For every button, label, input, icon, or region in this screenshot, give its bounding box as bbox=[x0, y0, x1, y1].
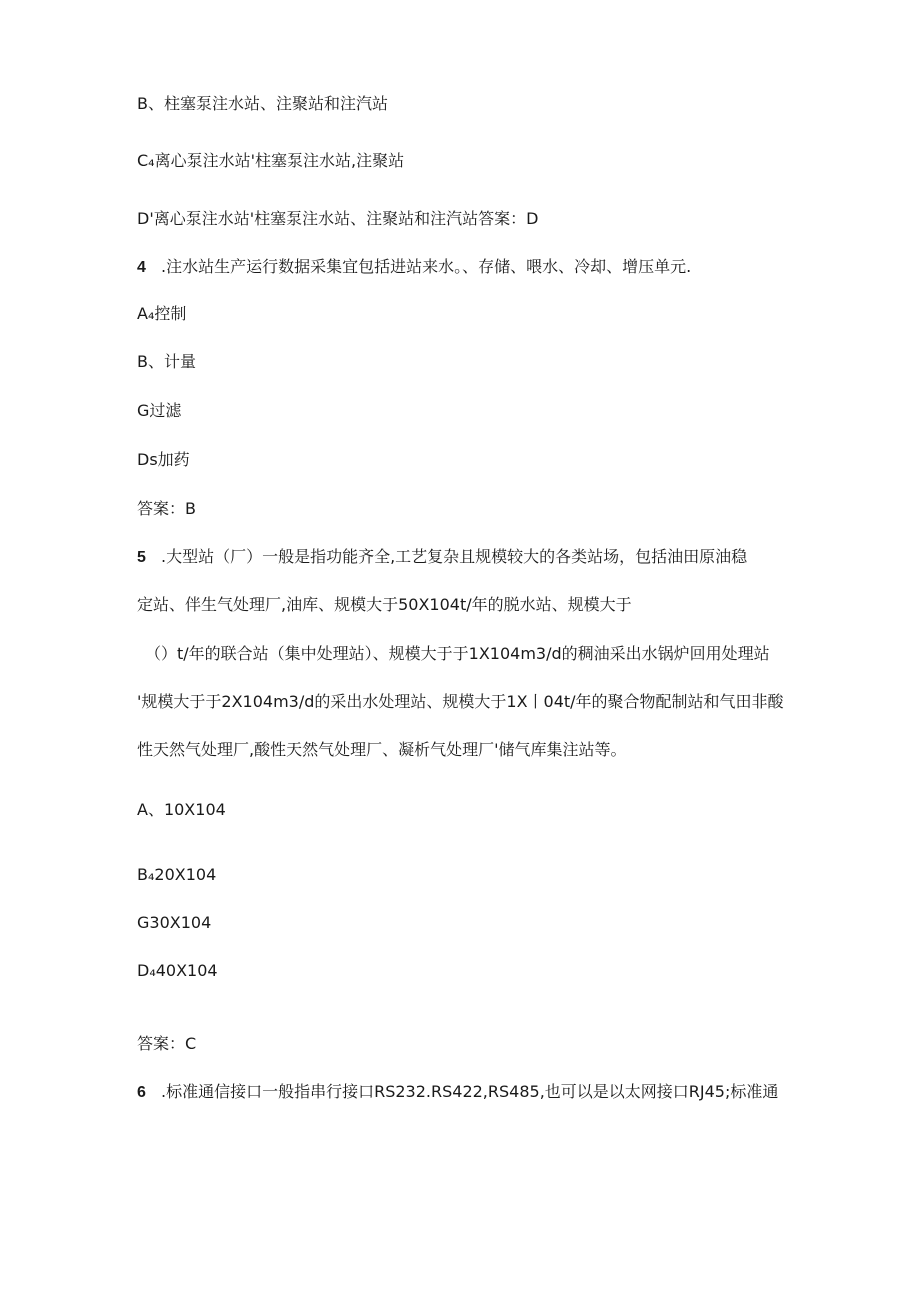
option-c-line: C₄离心泵注水站'柱塞泵注水站,注聚站 bbox=[137, 151, 405, 170]
option-d-line: D₄40X104 bbox=[137, 961, 218, 980]
option-d-answer-line: D'离心泵注水站'柱塞泵注水站、注聚站和注汽站答案：D bbox=[137, 209, 539, 228]
option-a-line: A、10X104 bbox=[137, 800, 226, 819]
option-a-line: A₄控制 bbox=[137, 304, 187, 323]
option-b-line: B₄20X104 bbox=[137, 865, 217, 884]
question-text-line-1: .大型站（厂）一般是指功能齐全,工艺复杂且规模较大的各类站场，包括油田原油稳 bbox=[161, 547, 748, 566]
question-6 bbox=[137, 1081, 778, 1104]
option-d-line: Ds加药 bbox=[137, 450, 190, 469]
question-number: 5 bbox=[137, 549, 146, 566]
option-c-line: G过滤 bbox=[137, 401, 182, 420]
question-text-line-4: '规模大于于2X104m3/d的采出水处理站、规模大于1X丨04t/年的聚合物配制站和气田非酸 bbox=[137, 692, 784, 711]
question-text-line-2: 定站、伴生气处理厂,油库、规模大于50X104t/年的脱水站、规模大于 bbox=[137, 595, 632, 614]
option-b-line: B、计量 bbox=[137, 352, 196, 371]
question-text-line-3: （）t/年的联合站（集中处理站）、规模大于于1X104m3/d的稠油采出水锅炉回用处理站 bbox=[145, 644, 770, 663]
answer-line: 答案：C bbox=[137, 1034, 197, 1053]
answer-line: 答案：B bbox=[137, 499, 196, 518]
option-c-line: G30X104 bbox=[137, 913, 212, 932]
question-5 bbox=[137, 546, 747, 569]
question-text: .注水站生产运行数据采集宜包括进站来水。、存储、喂水、冷却、增压单元. bbox=[161, 257, 692, 276]
question-number: 4 bbox=[137, 259, 146, 276]
question-text-line-5: 性天然气处理厂,酸性天然气处理厂、凝析气处理厂'储气库集注站等。 bbox=[137, 740, 627, 759]
option-b-line: B、柱塞泵注水站、注聚站和注汽站 bbox=[137, 94, 388, 113]
question-text: .标准通信接口一般指串行接口RS232.RS422,RS485,也可以是以太网接口RJ45;标准通 bbox=[161, 1082, 779, 1101]
question-number: 6 bbox=[137, 1084, 146, 1101]
question-4 bbox=[137, 256, 691, 279]
